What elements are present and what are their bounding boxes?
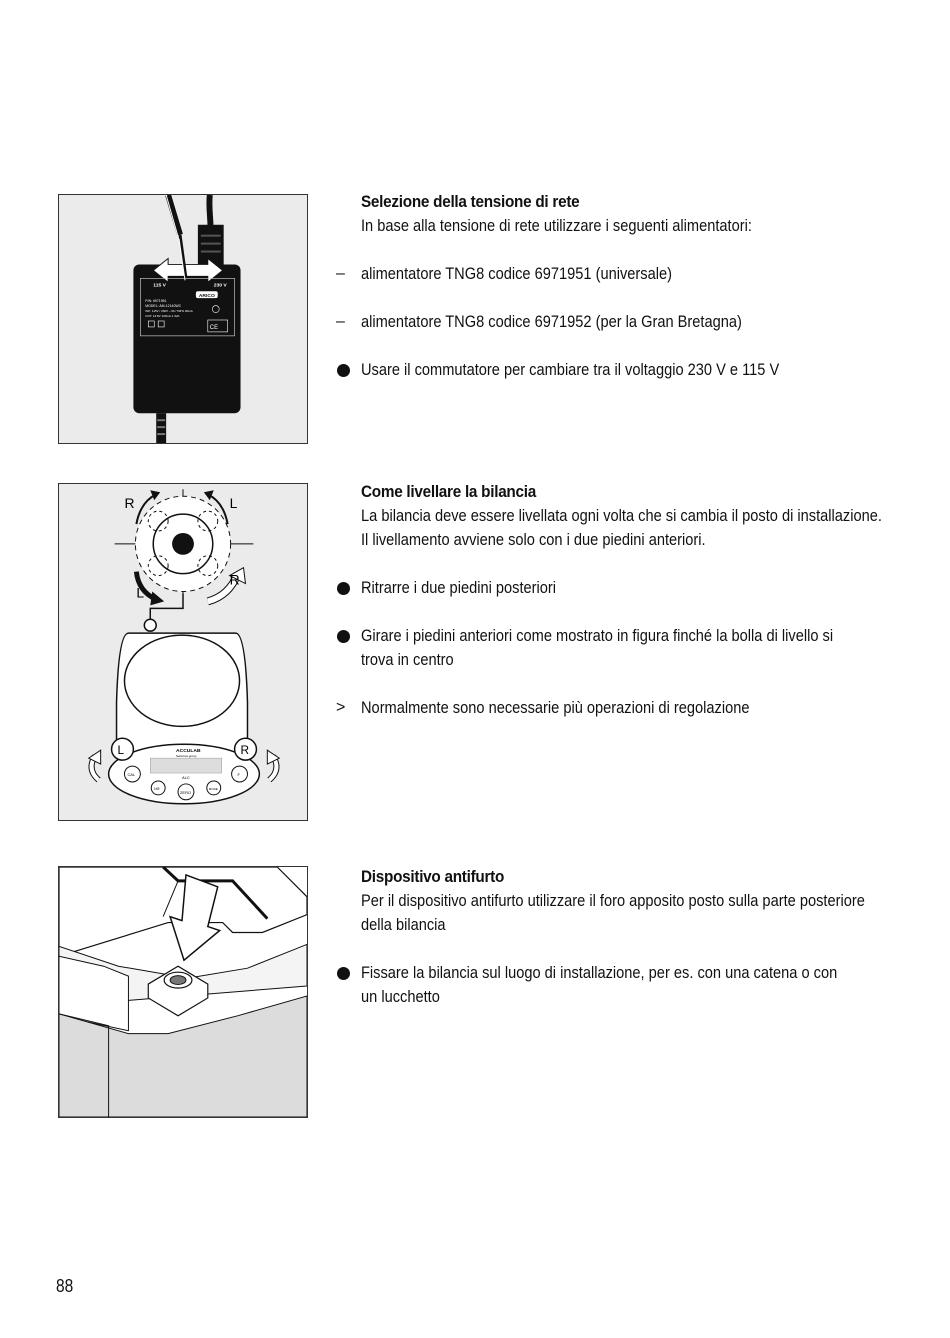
list-item bbox=[336, 961, 856, 1009]
bullet-icon bbox=[337, 582, 350, 595]
scale-cal-button: CAL bbox=[127, 772, 136, 777]
foot-label-right: R bbox=[240, 743, 250, 758]
section-intro-antitheft-1: Per il dispositivo antifurto utilizzare il foro apposito posto sulla parte posteriore bbox=[361, 891, 865, 910]
section-antitheft bbox=[336, 865, 865, 1009]
adapter-label-line-2: MODEL: AM-12140WC bbox=[145, 304, 182, 309]
antitheft-figure bbox=[58, 866, 308, 1118]
list-item-text: Normalmente sono necessarie più operazioni di regolazione bbox=[361, 698, 750, 717]
adapter-label-line-4: OUT: 13.8V 100mA 1.4VA bbox=[145, 314, 180, 319]
leveling-figure bbox=[58, 483, 308, 821]
list-item-text: alimentatore TNG8 codice 6971951 (universale) bbox=[361, 264, 672, 283]
section-intro-leveling-1: La bilancia deve essere livellata ogni volta che si cambia il posto di installazione. bbox=[361, 506, 882, 525]
scale-brand-sub: Sartorius group bbox=[176, 754, 197, 759]
scale-zero-button: ZERO bbox=[180, 789, 192, 795]
leveling-label-l-bottom: L bbox=[136, 584, 145, 601]
list-item-text-continued: trova in centro bbox=[361, 650, 454, 669]
list-item bbox=[336, 262, 856, 286]
list-item bbox=[336, 310, 856, 334]
dash-marker: – bbox=[336, 265, 345, 282]
scale-mode-button: MODE bbox=[208, 786, 218, 791]
list-item-text: Girare i piedini anteriori come mostrato in figura finché la bolla di livello si bbox=[361, 626, 834, 645]
page-number: 88 bbox=[56, 1276, 74, 1296]
dash-marker: – bbox=[336, 313, 345, 330]
scale-f-button: F bbox=[237, 772, 240, 777]
section-intro-voltage: In base alla tensione di rete utilizzare i seguenti alimentatori: bbox=[361, 216, 752, 235]
adapter-230v-label: 230 V bbox=[213, 283, 227, 289]
section-intro-leveling-2: Il livellamento avviene solo con i due piedini anteriori. bbox=[361, 530, 706, 549]
section-leveling bbox=[336, 480, 882, 720]
scale-brand: ACCULAB bbox=[176, 749, 201, 755]
list-item bbox=[336, 358, 856, 382]
foot-label-left: L bbox=[117, 743, 125, 758]
adapter-label-line-1: P/N: 6971951 bbox=[145, 299, 167, 304]
list-item-text: Usare il commutatore per cambiare tra il voltaggio 230 V e 115 V bbox=[361, 360, 780, 379]
leveling-label-r-top: R bbox=[124, 495, 135, 512]
list-item bbox=[336, 624, 856, 672]
bullet-icon bbox=[337, 364, 350, 377]
svg-text:CE: CE bbox=[209, 324, 219, 331]
section-heading-antitheft: Dispositivo antifurto bbox=[361, 867, 505, 886]
note-marker: > bbox=[336, 699, 346, 716]
section-intro-antitheft-2: della bilancia bbox=[361, 915, 446, 934]
list-item-text-continued: un lucchetto bbox=[361, 987, 440, 1006]
leveling-label-l-top: L bbox=[229, 495, 238, 512]
list-item bbox=[336, 696, 856, 720]
list-item bbox=[336, 576, 856, 600]
section-voltage bbox=[336, 190, 856, 382]
list-item-text: Ritrarre i due piedini posteriori bbox=[361, 578, 557, 597]
bullet-icon bbox=[337, 967, 350, 980]
section-heading-voltage: Selezione della tensione di rete bbox=[361, 192, 580, 211]
section-heading-leveling: Come livellare la bilancia bbox=[361, 482, 536, 501]
bullet-icon bbox=[337, 630, 350, 643]
list-item-text: Fissare la bilancia sul luogo di installazione, per es. con una catena o con bbox=[361, 963, 838, 982]
leveling-label-r-bottom: R bbox=[229, 571, 240, 588]
adapter-115v-label: 115 V bbox=[153, 283, 166, 289]
list-item-text: alimentatore TNG8 codice 6971952 (per la Gran Bretagna) bbox=[361, 312, 742, 331]
power-adapter-figure bbox=[58, 194, 308, 444]
scale-onoff-button: I/Ø bbox=[154, 785, 160, 791]
adapter-label-line-3: INP: 115V / 230V ~ 60 / 50Hz 90mA bbox=[145, 309, 193, 314]
adapter-brand: ARICO bbox=[198, 294, 215, 300]
scale-mid-label: ALC bbox=[182, 774, 190, 780]
